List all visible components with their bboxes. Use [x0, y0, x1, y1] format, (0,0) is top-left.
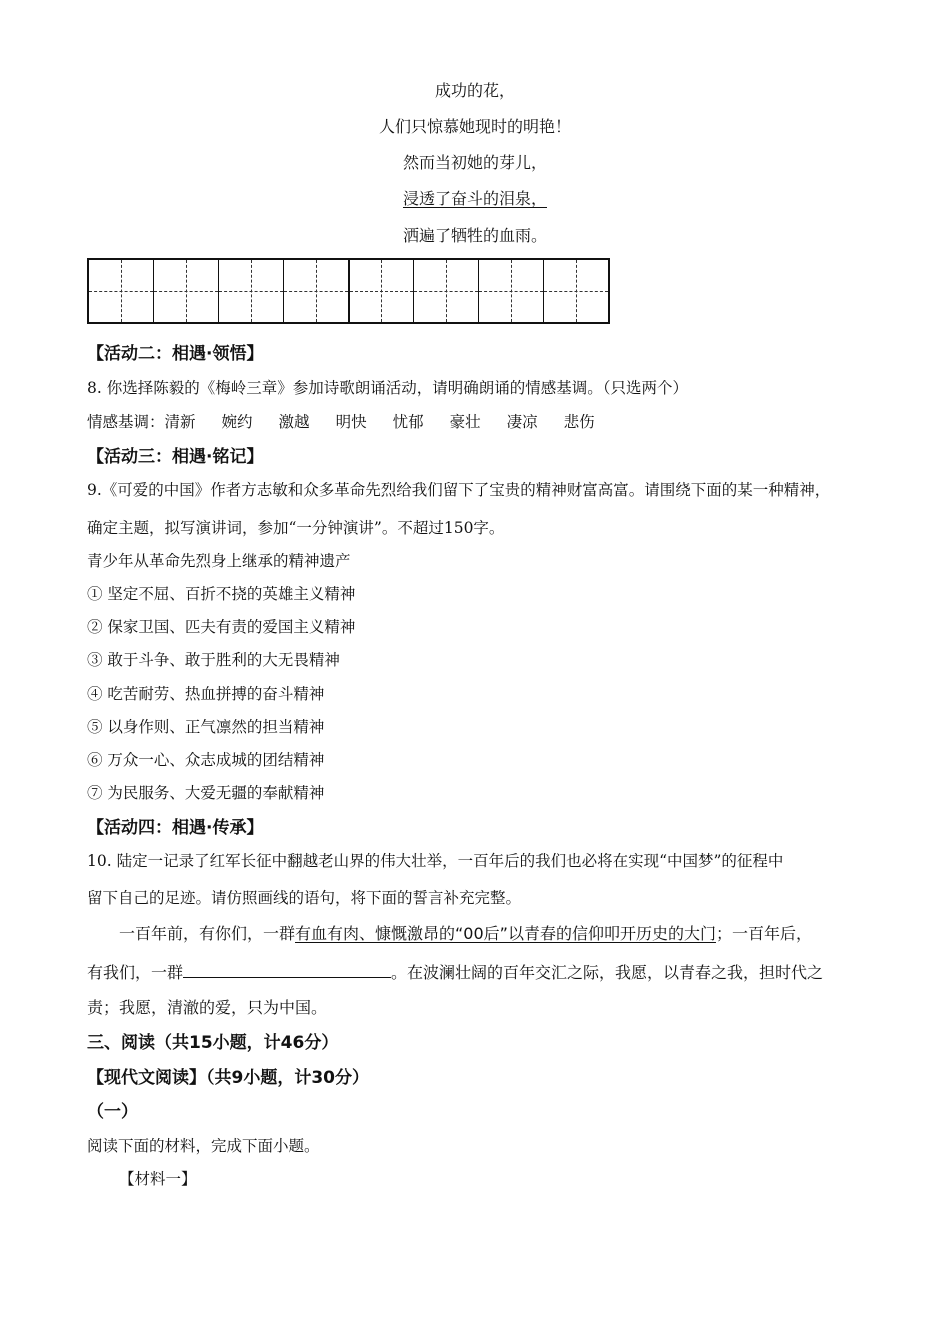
spirit-item: ① 坚定不屈、百折不挠的英雄主义精神 — [87, 585, 356, 603]
spirit-item: ⑥ 万众一心、众志成城的团结精神 — [87, 751, 325, 769]
answer-blank[interactable] — [183, 963, 391, 978]
poem-line-5: 洒遍了牺牲的血雨。 — [402, 226, 547, 245]
activity4-heading: 【活动四：相遇·传承】 — [87, 818, 264, 838]
part-one-heading: （一） — [87, 1102, 138, 1122]
poem-line-2: 人们只惊慕她现时的明艳！ — [378, 117, 571, 136]
tone-option: 激越 — [278, 413, 310, 431]
spirit-item: ⑦ 为民服务、大爱无疆的奉献精神 — [87, 784, 325, 802]
pledge-suffix: ；一百年后， — [715, 924, 812, 943]
reading-instruction: 阅读下面的材料，完成下面小题。 — [87, 1137, 320, 1155]
question-9-line-1: 9.《可爱的中国》作者方志敏和众多革命先烈给我们留下了宝贵的精神财富高富。请围绕下面的某一种精神， — [87, 481, 831, 499]
grid-cell[interactable] — [219, 260, 284, 322]
tone-option: 豪壮 — [449, 413, 481, 431]
grid-cell[interactable] — [414, 260, 479, 322]
pledge-line-3: 责；我愿，清澈的爱，只为中国。 — [87, 998, 328, 1017]
poem-line-4 — [0, 191, 950, 207]
tone-option: 凄凉 — [506, 413, 538, 431]
pledge2-prefix: 有我们，一群 — [87, 963, 184, 982]
grid-cell[interactable] — [350, 260, 415, 322]
poem-underlined-line: 浸透了奋斗的泪泉， — [402, 189, 547, 208]
grid-cell[interactable] — [544, 260, 608, 322]
activity3-heading: 【活动三：相遇·铭记】 — [87, 447, 264, 467]
tones-label: 情感基调： — [87, 413, 165, 431]
pledge2-suffix: 。在波澜壮阔的百年交汇之际，我愿，以青春之我，担时代之 — [391, 963, 824, 982]
grid-cell[interactable] — [479, 260, 544, 322]
pledge-prefix: 一百年前，有你们，一群 — [119, 924, 296, 943]
section3-heading: 三、阅读（共15小题，计46分） — [87, 1033, 339, 1053]
modern-reading-heading: 【现代文阅读】（共9小题，计30分） — [87, 1068, 369, 1088]
writing-grid[interactable] — [87, 258, 610, 324]
pledge-model-sentence: 有血有肉、慷慨激昂的“00后”以青春的信仰叩开历史的大门 — [295, 924, 716, 943]
tone-option: 忧郁 — [392, 413, 424, 431]
grid-cell[interactable] — [284, 260, 350, 322]
emotion-tones — [87, 415, 621, 431]
spirit-item: ③ 敢于斗争、敢于胜利的大无畏精神 — [87, 651, 340, 669]
question-10-line-2: 留下自己的足迹。请仿照画线的语句，将下面的誓言补充完整。 — [87, 889, 522, 907]
tone-option: 悲伤 — [563, 413, 595, 431]
material-one-label: 【材料一】 — [119, 1170, 197, 1188]
spirit-item: ② 保家卫国、匹夫有责的爱国主义精神 — [87, 618, 356, 636]
question-9-line-2: 确定主题，拟写演讲词，参加“一分钟演讲”。不超过150字。 — [87, 519, 505, 537]
spirit-item: ④ 吃苦耐劳、热血拼搏的奋斗精神 — [87, 685, 325, 703]
grid-cell[interactable] — [154, 260, 219, 322]
poem-line-3: 然而当初她的芽儿， — [402, 153, 547, 172]
spirit-list-intro: 青少年从革命先烈身上继承的精神遗产 — [87, 552, 351, 570]
tone-option: 清新 — [164, 413, 196, 431]
question-10-line-1: 10. 陆定一记录了红军长征中翻越老山界的伟大壮举，一百年后的我们也必将在实现“中国梦”的征程中 — [87, 852, 784, 870]
grid-cell[interactable] — [89, 260, 154, 322]
pledge-line-1 — [119, 926, 812, 942]
poem-line-1: 成功的花， — [434, 81, 515, 100]
tone-option: 明快 — [335, 413, 367, 431]
pledge-line-2 — [87, 963, 823, 981]
activity2-heading: 【活动二：相遇·领悟】 — [87, 344, 264, 364]
tone-option: 婉约 — [221, 413, 253, 431]
spirit-item: ⑤ 以身作则、正气凛然的担当精神 — [87, 718, 325, 736]
question-8: 8. 你选择陈毅的《梅岭三章》参加诗歌朗诵活动，请明确朗诵的情感基调。（只选两个） — [87, 379, 688, 397]
